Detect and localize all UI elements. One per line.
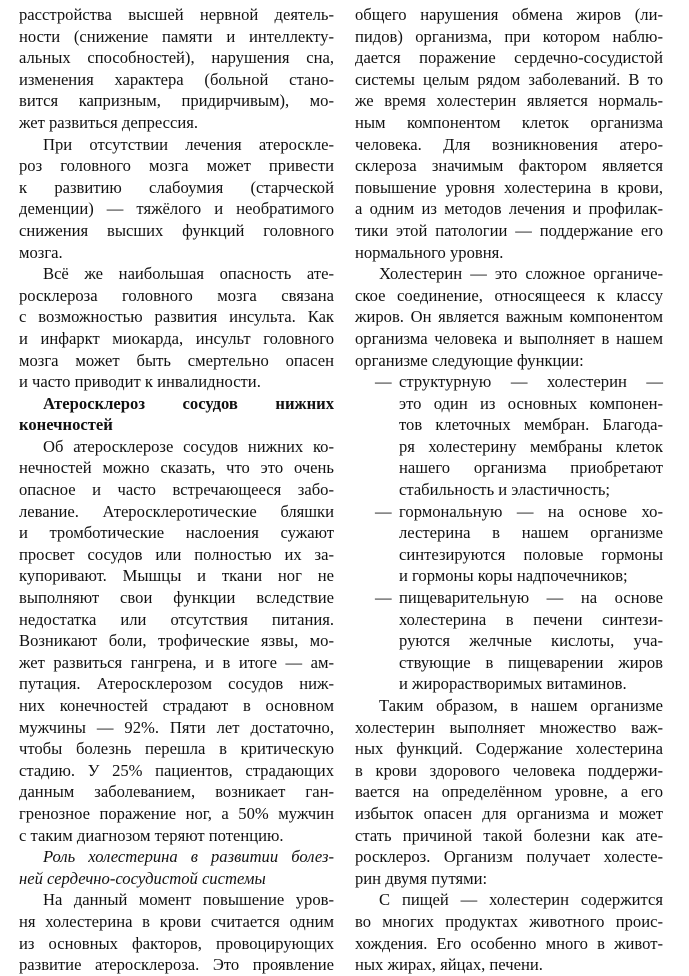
text-line: к развитию слабоумия (старческой: [19, 177, 334, 197]
text-line: организме следующие функции:: [355, 350, 584, 370]
text-line: а одним из методов лечения и профилак-: [355, 199, 663, 219]
list-item: [355, 587, 663, 695]
functions-list: [355, 371, 663, 695]
text-line: тов клеточных мембран. Благода-: [399, 415, 663, 435]
text-line: вается на определённом уровне, а его: [355, 782, 663, 802]
paragraph: [19, 889, 334, 975]
text-line: системы целым рядом заболеваний. В то: [355, 69, 663, 89]
text-line: повышение уровня холестерина в крови,: [355, 177, 663, 197]
text-line: это один из основных компонен-: [399, 393, 663, 413]
paragraph: [355, 4, 663, 263]
text-line: стать причиной такой болезни как ате-: [355, 825, 663, 845]
text-line: из основных факторов, провоцирующих: [19, 933, 334, 953]
text-line: мужчины — 92%. Пяти лет достаточно,: [19, 717, 334, 737]
heading-line: конечностей: [19, 415, 113, 435]
list-item: [355, 501, 663, 587]
text-line: ных функций. Содержание холестерина: [355, 739, 663, 759]
text-line: них конечностей страдают в основном: [19, 696, 334, 715]
text-line: альных способностей), нарушения сна,: [19, 48, 334, 68]
text-line: нормального уровня.: [355, 242, 504, 262]
heading-line: Атеросклероз сосудов нижних: [43, 393, 334, 413]
text-line: опасное и часто встречающееся забо-: [19, 480, 334, 500]
text-line: ня холестерина в крови считается одним: [19, 911, 334, 931]
text-line: На данный момент повышение уров-: [43, 890, 334, 910]
text-line: в крови здорового человека поддержи-: [355, 760, 663, 780]
text-line: ское соединение, относящееся к классу: [355, 285, 663, 305]
paragraph: [19, 436, 334, 846]
text-line: пищеварительную — на основе: [399, 588, 663, 608]
text-line: же время холестерин является нормаль-: [355, 91, 663, 111]
paragraph: [355, 695, 663, 889]
dash-marker: —: [375, 588, 392, 608]
text-line: снижения высших функций головного: [19, 220, 334, 240]
text-line: и инфаркт миокарда, инсульт головного: [19, 328, 334, 348]
paragraph: [355, 263, 663, 371]
text-line: расстройства высшей нервной деятель-: [19, 5, 334, 24]
text-line: рин двумя путями:: [355, 868, 488, 888]
text-line: развитие атеросклероза. Это проявление: [19, 955, 334, 975]
dash-marker: —: [375, 372, 392, 392]
text-line: дается поражение сердечно-сосудистой: [355, 48, 663, 68]
text-line: путация. Атеросклерозом сосудов ниж-: [19, 674, 334, 694]
text-line: Об атеросклерозе сосудов нижних ко-: [43, 436, 334, 456]
right-column: [355, 4, 663, 976]
text-line: Таким образом, в нашем организме: [379, 696, 663, 715]
text-line: При отсутствии лечения атероскле-: [43, 134, 334, 154]
subheading-line: Роль холестерина в развитии болез-: [43, 847, 334, 867]
text-line: и часто приводит к инвалидности.: [19, 372, 261, 392]
text-line: нечностей можно сказать, что это очень: [19, 458, 334, 478]
text-line: и тромботические наслоения сужают: [19, 523, 334, 543]
text-line: организма человека и выполняет в нашем: [355, 328, 663, 348]
text-line: во многих продуктах животного проис-: [355, 911, 663, 931]
text-line: жиров. Он является важным компонентом: [355, 307, 663, 327]
list-item: [355, 371, 663, 501]
text-line: с возможностью развития инсульта. Как: [19, 307, 334, 327]
text-line: холестерин выполняет множество важ-: [355, 717, 663, 737]
text-line: выполняют свои функции вследствие: [19, 588, 334, 608]
text-line: стабильность и эластичность;: [399, 480, 611, 500]
text-line: данным заболеванием, возникает ган-: [19, 782, 334, 802]
text-line: ным компонентом клеток организма: [355, 112, 663, 132]
text-line: жет развиться депрессия.: [19, 112, 199, 132]
text-line: человека. Для возникновения атеро-: [355, 134, 663, 154]
text-line: общего нарушения обмена жиров (ли-: [355, 5, 663, 24]
left-column: [19, 4, 334, 976]
text-line: мозга.: [19, 242, 63, 262]
paragraph: [19, 263, 334, 393]
text-line: холестерина в печени синтези-: [399, 609, 663, 629]
text-line: хождения. Его особенно много в живот-: [355, 933, 663, 953]
text-line: росклероза головного мозга связана: [19, 285, 334, 305]
text-line: Всё же наибольшая опасность ате-: [43, 264, 334, 284]
text-line: ных жирах, яйцах, печени.: [355, 955, 543, 975]
text-line: гренозное поражение ног, а 50% мужчин: [19, 803, 334, 823]
text-line: ности (снижение памяти и интеллекту-: [19, 26, 334, 46]
text-line: мозга может быть смертельно опасен: [19, 350, 334, 370]
text-line: тики этой патологии — поддержание его: [355, 220, 663, 240]
text-line: склероза значимым фактором является: [355, 156, 663, 176]
text-line: пидов) организма, при котором наблю-: [355, 26, 663, 46]
paragraph: [19, 134, 334, 264]
text-line: руются желчные кислоты, уча-: [399, 631, 663, 651]
text-line: синтезируются половые гормоны: [399, 544, 663, 564]
text-line: стадию. У 25% пациентов, страдающих: [19, 760, 334, 780]
text-line: лестерина в нашем организме: [399, 523, 663, 543]
dash-marker: —: [375, 501, 392, 521]
text-line: купоривают. Мышцы и ткани ног не: [19, 566, 334, 586]
text-line: структурную — холестерин —: [399, 372, 663, 392]
text-line: ря холестерину мембраны клеток: [399, 436, 663, 456]
text-line: жет развиться гангрена, и в итоге — ам-: [19, 652, 334, 672]
subheading-line: ней сердечно-сосудистой системы: [19, 868, 266, 888]
text-line: Возникают боли, трофические язвы, мо-: [19, 631, 334, 651]
text-line: вится капризным, придирчивым), мо-: [19, 91, 334, 111]
text-line: и гормоны коры надпочечников;: [399, 566, 628, 586]
section-heading: [19, 393, 334, 436]
text-line: избыток опасен для организма и может: [355, 803, 663, 823]
text-line: Холестерин — это сложное органиче-: [379, 264, 663, 284]
text-line: С пищей — холестерин содержится: [379, 890, 663, 910]
text-line: деменции) — тяжёлого и необратимого: [19, 199, 334, 219]
text-line: росклероз. Организм получает холесте-: [355, 847, 663, 867]
text-line: ствующие в пищеварении жиров: [399, 652, 663, 672]
paragraph: [19, 4, 334, 134]
italic-subheading: [19, 846, 334, 889]
text-line: с таким диагнозом теряют потенцию.: [19, 825, 284, 845]
text-line: роз головного мозга может привести: [19, 156, 334, 176]
text-line: и жирорастворимых витаминов.: [399, 674, 627, 694]
text-line: левание. Атеросклеротические бляшки: [19, 501, 334, 521]
text-line: недостатка или отсутствия питания.: [19, 609, 334, 629]
text-line: чтобы болезнь перешла в критическую: [19, 739, 334, 759]
text-line: нашего организма приобретают: [399, 458, 663, 478]
text-line: изменения характера (больной стано-: [19, 69, 334, 89]
paragraph: [355, 889, 663, 975]
text-line: гормональную — на основе хо-: [399, 501, 663, 521]
text-line: просвет сосудов или полностью их за-: [19, 544, 334, 564]
